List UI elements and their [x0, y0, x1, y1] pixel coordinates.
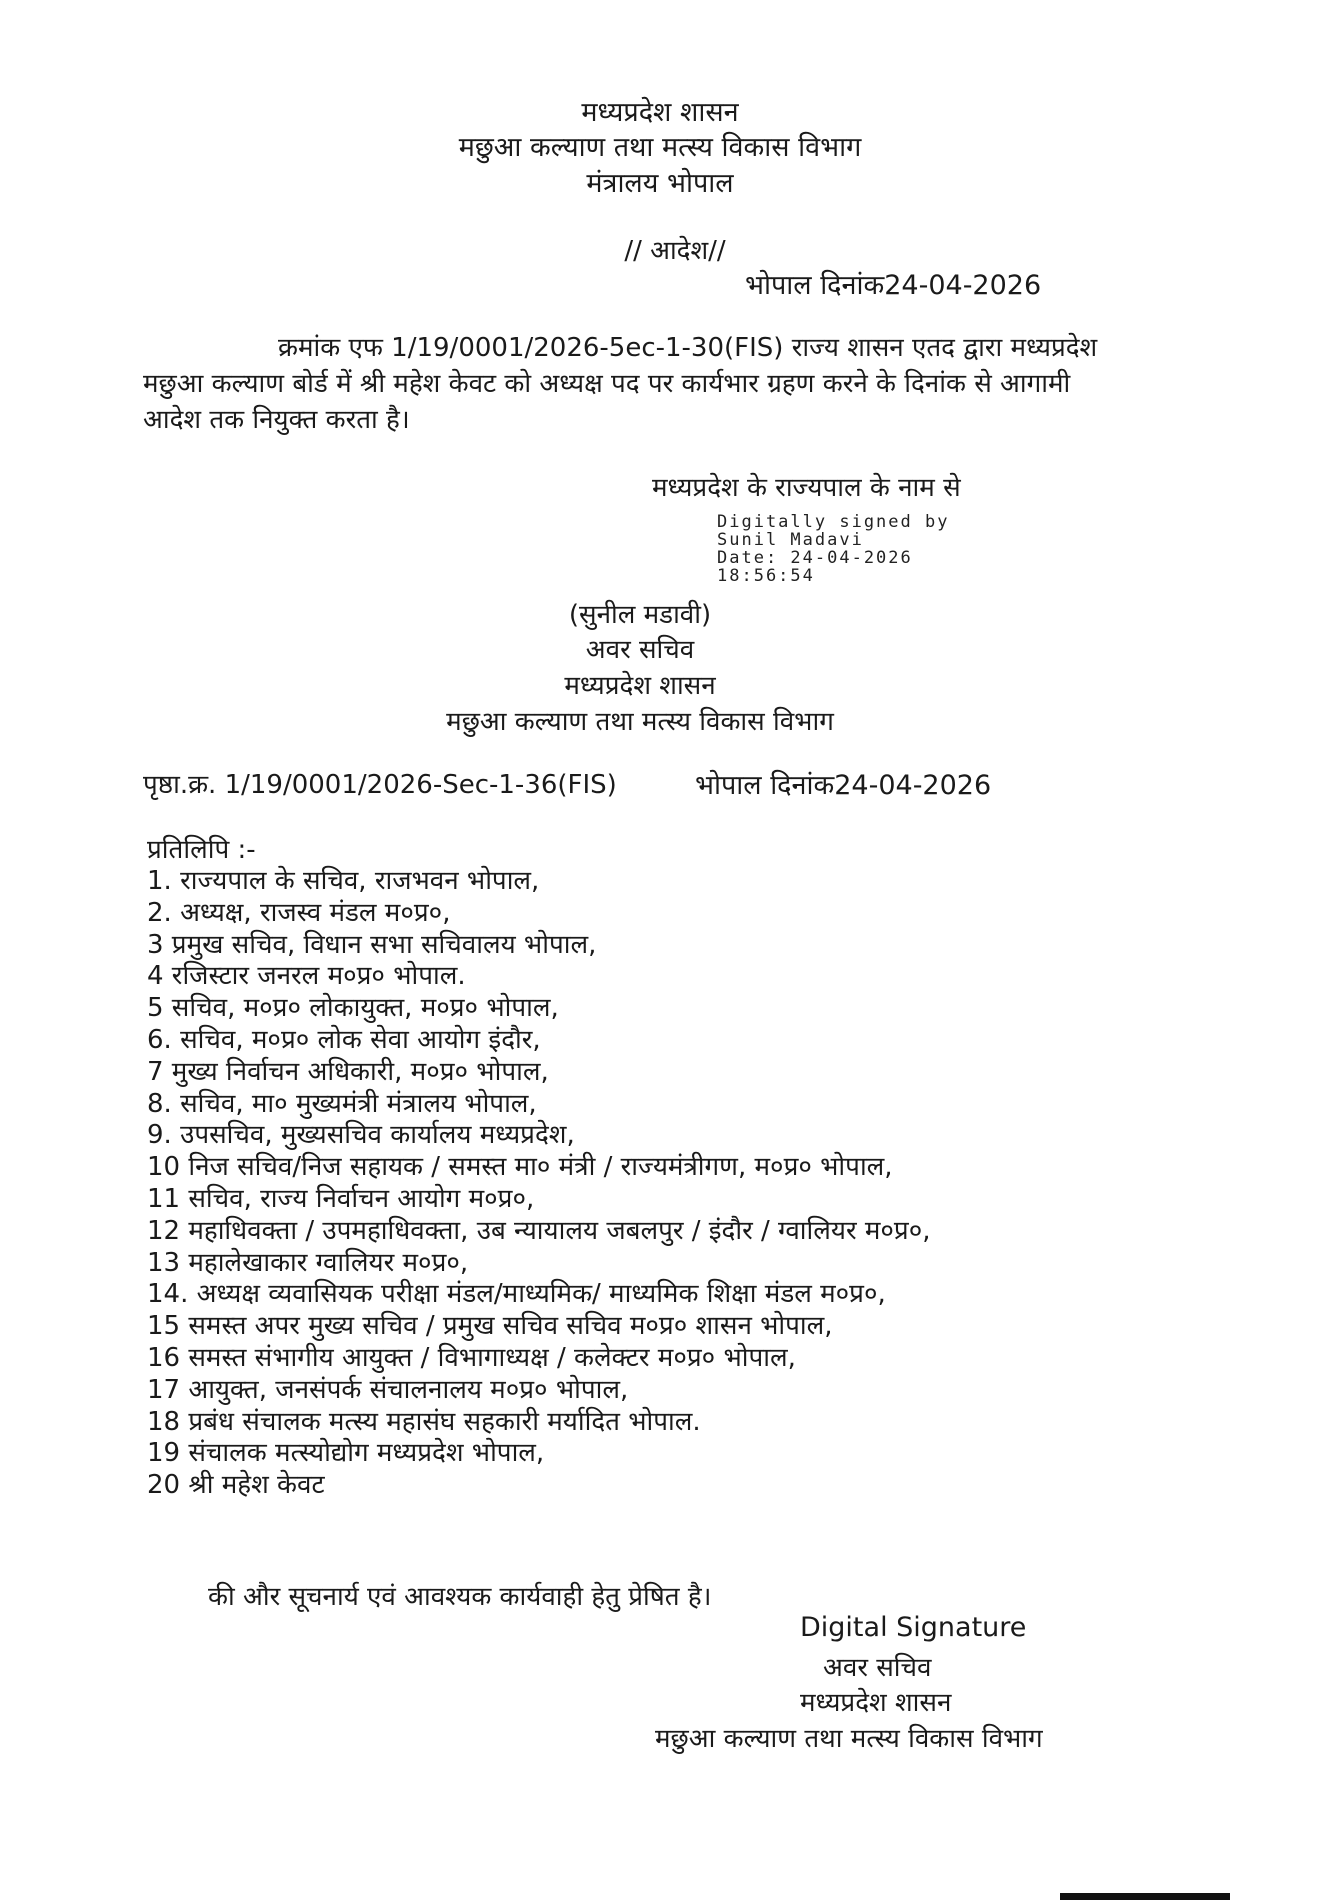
stamp-line: 18:56:54 [717, 566, 815, 586]
copy-to-item: 8. सचिव, मा० मुख्यमंत्री मंत्रालय भोपाल, [147, 1088, 537, 1119]
copy-to-item: 16 समस्त संभागीय आयुक्त / विभागाध्यक्ष / कलेक्टर म०प्र० भोपाल, [147, 1342, 796, 1373]
copy-to-item: 17 आयुक्त, जनसंपर्क संचालनालय म०प्र० भोपाल, [147, 1374, 629, 1405]
copy-to-item: 6. सचिव, म०प्र० लोक सेवा आयोग इंदौर, [147, 1024, 541, 1055]
signer-government: मध्यप्रदेश शासन [564, 671, 716, 701]
endorsement-date: भोपाल दिनांक24-04-2026 [695, 770, 992, 801]
copy-to-item: 19 संचालक मत्स्योद्योग मध्यप्रदेश भोपाल, [147, 1438, 545, 1469]
stamp-line: Date: 24-04-2026 [717, 548, 913, 568]
footer-department: मछुआ कल्याण तथा मत्स्य विकास विभाग [655, 1724, 1043, 1754]
order-body-line: आदेश तक नियुक्त करता है। [143, 405, 410, 435]
stamp-line: Digitally signed by [717, 512, 950, 532]
copy-to-list [147, 866, 931, 1502]
governor-name-line: मध्यप्रदेश के राज्यपाल के नाम से [652, 473, 961, 503]
copy-to-title: प्रतिलिपि :- [147, 835, 256, 865]
order-body [143, 330, 1193, 438]
copy-to-item: 3 प्रमुख सचिव, विधान सभा सचिवालय भोपाल, [147, 929, 597, 960]
copy-to-item: 4 रजिस्टार जनरल म०प्र० भोपाल. [147, 961, 466, 992]
copy-to-item: 9. उपसचिव, मुख्यसचिव कार्यालय मध्यप्रदेश, [147, 1120, 575, 1151]
copy-to-item: 15 समस्त अपर मुख्य सचिव / प्रमुख सचिव सचिव म०प्र० शासन भोपाल, [147, 1311, 833, 1342]
footer-designation: अवर सचिव [823, 1653, 932, 1683]
copy-to-item: 18 प्रबंध संचालक मत्स्य महासंघ सहकारी मर्यादित भोपाल. [147, 1406, 701, 1437]
copy-to-item: 1. राज्यपाल के सचिव, राजभवन भोपाल, [147, 866, 540, 896]
copy-to-item: 2. अध्यक्ष, राजस्व मंडल म०प्र०, [147, 897, 451, 928]
signer-designation: अवर सचिव [585, 635, 695, 665]
header-government: मध्यप्रदेश शासन [581, 97, 739, 128]
order-body-line: मछुआ कल्याण बोर्ड में श्री महेश केवट को अध्यक्ष पद पर कार्यभार ग्रहण करने के दिनांक से आगामी [143, 369, 1071, 399]
order-date: भोपाल दिनांक24-04-2026 [745, 270, 1042, 301]
copy-to-item: 14. अध्यक्ष व्यवासियक परीक्षा मंडल/माध्यमिक/ माध्यमिक शिक्षा मंडल म०प्र०, [147, 1279, 886, 1310]
copy-to-item: 13 महालेखाकार ग्वालियर म०प्र०, [147, 1247, 469, 1278]
footer-government: मध्यप्रदेश शासन [800, 1688, 952, 1718]
order-title: // आदेश// [624, 236, 726, 266]
closing-line: की और सूचनार्य एवं आवश्यक कार्यवाही हेतु प्रेषित है। [208, 1582, 712, 1612]
copy-to-item: 5 सचिव, म०प्र० लोकायुक्त, म०प्र० भोपाल, [147, 993, 559, 1024]
stamp-line: Sunil Madavi [717, 530, 864, 550]
signer-name: (सुनील मडावी) [568, 600, 712, 630]
endorsement-number: पृष्ठा.क्र. 1/19/0001/2026-Sec-1-36(FIS) [143, 770, 617, 800]
header-department: मछुआ कल्याण तथा मत्स्य विकास विभाग [458, 132, 862, 163]
page-corner-bar [1060, 1893, 1230, 1900]
header-location: मंत्रालय भोपाल [586, 168, 734, 199]
copy-to-item: 20 श्री महेश केवट [147, 1470, 325, 1501]
copy-to-item: 7 मुख्य निर्वाचन अधिकारी, म०प्र० भोपाल, [147, 1056, 549, 1087]
order-body-line: क्रमांक एफ 1/19/0001/2026-5ec-1-30(FIS) राज्य शासन एतद द्वारा मध्यप्रदेश [278, 333, 1098, 363]
signer-department: मछुआ कल्याण तथा मत्स्य विकास विभाग [446, 707, 834, 737]
copy-to-item: 12 महाधिवक्ता / उपमहाधिवक्ता, उब न्यायालय जबलपुर / इंदौर / ग्वालियर म०प्र०, [147, 1215, 931, 1246]
copy-to-item: 10 निज सचिव/निज सहायक / समस्त मा० मंत्री / राज्यमंत्रीगण, म०प्र० भोपाल, [147, 1152, 893, 1183]
footer-digital-signature-label: Digital Signature [800, 1612, 1027, 1643]
copy-to-item: 11 सचिव, राज्य निर्वाचन आयोग म०प्र०, [147, 1183, 535, 1214]
digital-signature-stamp [717, 513, 949, 585]
